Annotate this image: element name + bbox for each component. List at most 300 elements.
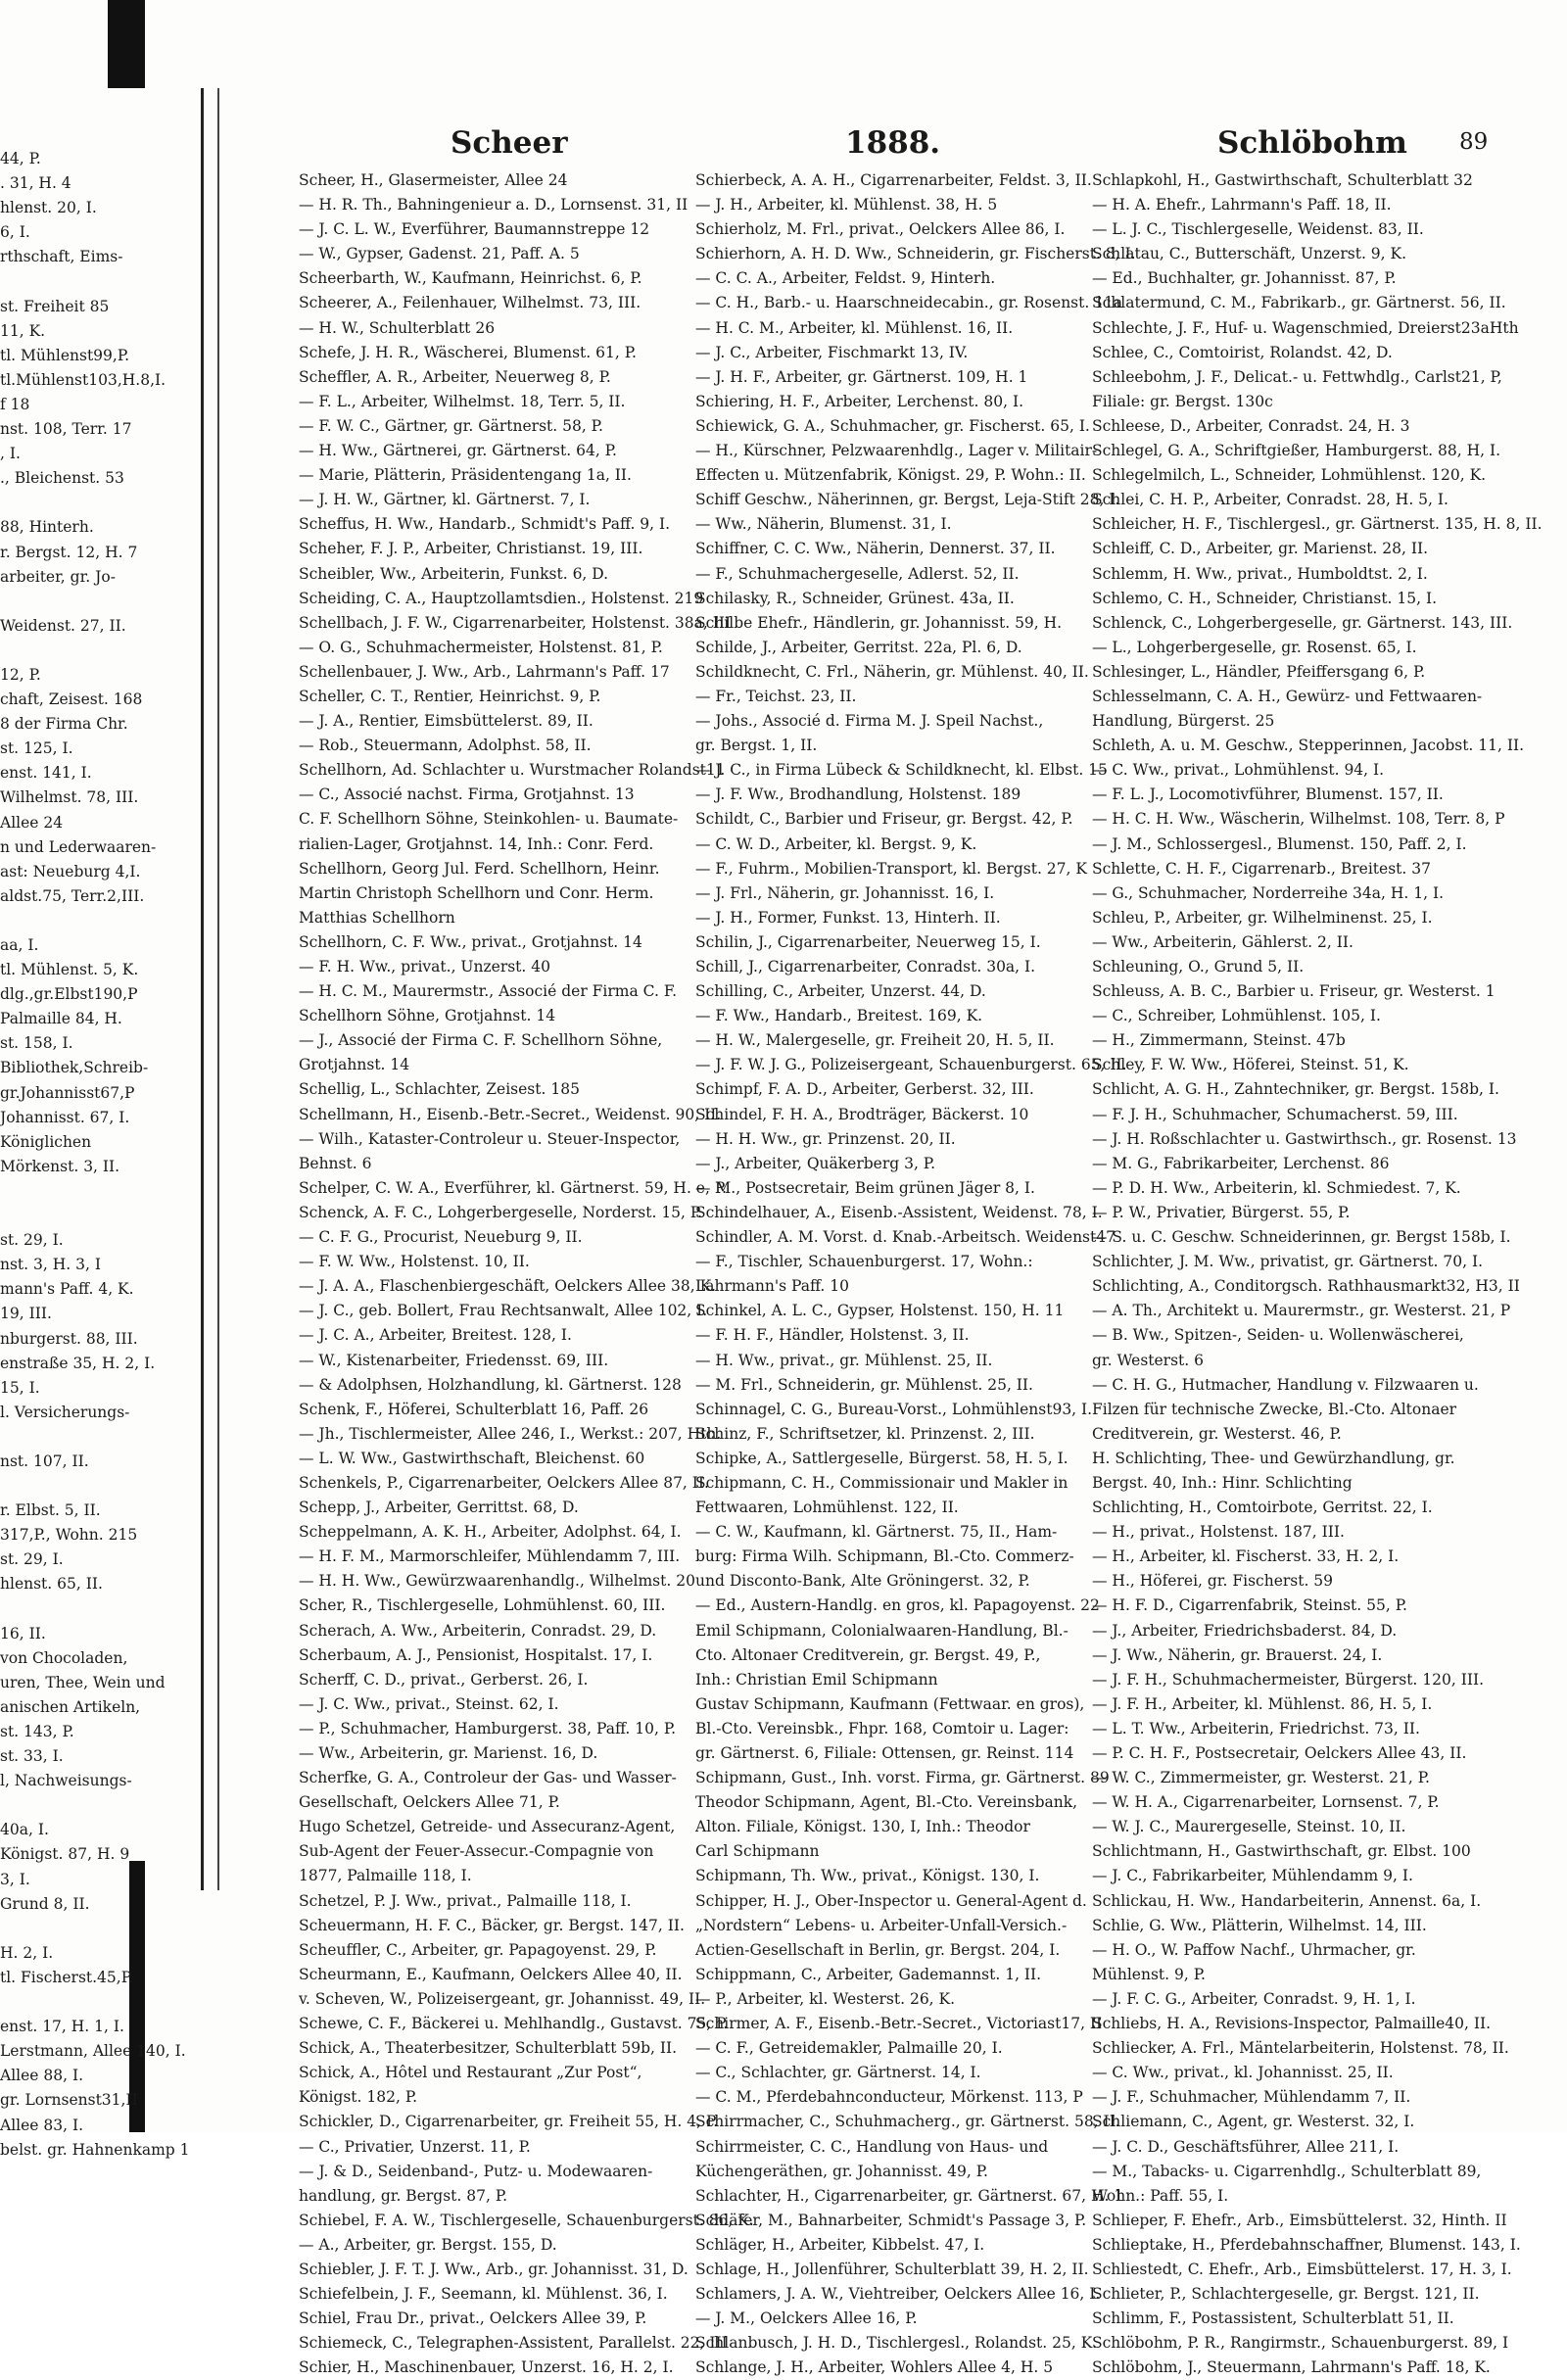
directory-entry-line: — J. H. Roßschlachter u. Gastwirthsch., gr. Rosenst. 13	[1092, 1129, 1517, 1148]
facing-page-line: r. Elbst. 5, II.	[0, 1501, 101, 1520]
facing-page-line: gr. Lornsenst31,II	[0, 2091, 138, 2110]
facing-page-line: enst. 17, H. 1, I.	[0, 2018, 124, 2036]
page-header	[299, 125, 1505, 165]
directory-entry-line: Schlichting, A., Conditorgsch. Rathhausmarkt32, H3, II	[1092, 1277, 1520, 1296]
directory-entry-line: Scheibler, Ww., Arbeiterin, Funkst. 6, D.	[299, 564, 609, 583]
directory-entry-line: Emil Schipmann, Colonialwaaren-Handlung, Bl.-	[695, 1621, 1068, 1640]
directory-entry-line: — W., Gypser, Gadenst. 21, Paff. A. 5	[299, 245, 580, 263]
directory-entry-line: — Fr., Teichst. 23, II.	[695, 687, 857, 705]
directory-entry-line: — C. F., Getreidemakler, Palmaille 20, I.	[695, 2039, 1003, 2058]
directory-entry-line: — L. J. C., Tischlergeselle, Weidenst. 83, II.	[1092, 220, 1424, 239]
directory-entry-line: — J. F. C. G., Arbeiter, Conradst. 9, H. 1, I.	[1092, 1989, 1416, 2008]
directory-entry-line: — W. H. A., Cigarrenarbeiter, Lornsenst. 7, P.	[1092, 1793, 1440, 1812]
directory-entry-line: Schellbach, J. F. W., Cigarrenarbeiter, Holstenst. 38a, III	[299, 613, 732, 632]
facing-page-line: 317,P., Wohn. 215	[0, 1526, 138, 1545]
facing-page-line: chaft, Zeisest. 168	[0, 690, 143, 709]
directory-entry-line: Inh.: Christian Emil Schipmann	[695, 1670, 938, 1689]
facing-page-line: enst. 141, I.	[0, 764, 92, 783]
directory-entry-line: — O. G., Schuhmachermeister, Holstenst. 81, P.	[299, 638, 663, 656]
facing-page-line: 19, III.	[0, 1305, 52, 1323]
directory-entry-line: Schilbe Ehefr., Händlerin, gr. Johannisst. 59, H.	[695, 613, 1063, 632]
directory-entry-line: Schippmann, C., Arbeiter, Gademannst. 1, II.	[695, 1965, 1042, 1983]
directory-entry-line: — H. A. Ehefr., Lahrmann's Paff. 18, II.	[1092, 196, 1392, 214]
directory-entry-line: Schiel, Frau Dr., privat., Oelckers Allee 39, P.	[299, 2309, 647, 2328]
directory-entry-line: — J. C., in Firma Lübeck & Schildknecht, kl. Elbst. 15	[695, 761, 1108, 780]
facing-page-line: st. Freiheit 85	[0, 297, 110, 315]
directory-entry-line: — J. H., Former, Funkst. 13, Hinterh. II.	[695, 908, 1001, 927]
directory-entry-line: Schier, H., Maschinenbauer, Unzerst. 16, H. 2, I.	[299, 2358, 674, 2377]
directory-entry-line: — P. D. H. Ww., Arbeiterin, kl. Schmiedest. 7, K.	[1092, 1178, 1461, 1197]
directory-entry-line: Schley, F. W. Ww., Höferei, Steinst. 51, K.	[1092, 1056, 1409, 1074]
directory-entry-line: Schinz, F., Schriftsetzer, kl. Prinzenst. 2, III.	[695, 1424, 1035, 1443]
directory-entry-line: Schlee, C., Comtoirist, Rolandst. 42, D.	[1092, 343, 1393, 361]
directory-entry-line: Schewe, C. F., Bäckerei u. Mehlhandlg., Gustavst. 75, P.	[299, 2015, 729, 2033]
facing-page-line: Johannisst. 67, I.	[0, 1108, 130, 1126]
facing-page-line: nst. 108, Terr. 17	[0, 420, 132, 439]
directory-entry-line: — C., Privatier, Unzerst. 11, P.	[299, 2137, 531, 2156]
facing-page-line: Bibliothek,Schreib-	[0, 1059, 149, 1077]
directory-entry-line: C. F. Schellhorn Söhne, Steinkohlen- u. Baumate-	[299, 810, 679, 829]
directory-entry-line: — H. O., W. Paffow Nachf., Uhrmacher, gr.	[1092, 1940, 1416, 1959]
directory-entry-line: — G., Schuhmacher, Norderreihe 34a, H. 1, I.	[1092, 883, 1445, 902]
directory-entry-line: Filiale: gr. Bergst. 130c	[1092, 392, 1273, 410]
directory-entry-line: Scheuermann, H. F. C., Bäcker, gr. Bergst. 147, II.	[299, 1916, 685, 1934]
facing-page-line: . 31, H. 4	[0, 174, 71, 193]
facing-page-line: 11, K.	[0, 321, 46, 340]
facing-page-line	[0, 1793, 196, 1818]
facing-page-line: 3, I.	[0, 1870, 30, 1888]
directory-entry-line: — W. C., Zimmermeister, gr. Westerst. 21, P.	[1092, 1769, 1430, 1787]
facing-page-line: tl. Mühlenst. 5, K.	[0, 961, 139, 979]
facing-page-line	[0, 1179, 196, 1204]
directory-entry-line: Schlatermund, C. M., Fabrikarb., gr. Gärtnerst. 56, II.	[1092, 294, 1506, 312]
facing-page-line	[0, 491, 196, 515]
directory-entry-line: — M. G., Fabrikarbeiter, Lerchenst. 86	[1092, 1154, 1390, 1172]
directory-entry-line: Schlöbohm, J., Steuermann, Lahrmann's Paff. 18, K.	[1092, 2358, 1491, 2377]
directory-entry-line: Küchengeräthen, gr. Johannisst. 49, P.	[695, 2162, 988, 2180]
directory-entry-line: Schlemo, C. H., Schneider, Christianst. 15, I.	[1092, 589, 1438, 607]
directory-entry-line: — W., Kistenarbeiter, Friedensst. 69, III.	[299, 1351, 609, 1369]
facing-page-line: 6, I.	[0, 223, 30, 242]
directory-entry-line: Cto. Altonaer Creditverein, gr. Bergst. 49, P.,	[695, 1645, 1041, 1664]
directory-entry-line: Schellhorn, C. F. Ww., privat., Grotjahnst. 14	[299, 932, 642, 951]
header-first-entry: Scheer	[451, 125, 568, 161]
directory-entry-line: Schierbeck, A. A. H., Cigarrenarbeiter, Feldst. 3, II.	[695, 171, 1092, 189]
directory-entry-line: — H. F. M., Marmorschleifer, Mühlendamm 7, III.	[299, 1547, 681, 1566]
directory-entry-line: — F., Tischler, Schauenburgerst. 17, Wohn.:	[695, 1253, 1033, 1271]
directory-entry-line: Schlapkohl, H., Gastwirthschaft, Schulterblatt 32	[1092, 171, 1473, 189]
directory-entry-line: Schellig, L., Schlachter, Zeisest. 185	[299, 1080, 580, 1099]
column-1	[299, 168, 754, 2380]
facing-page-line: ast: Neueburg 4,I.	[0, 862, 141, 881]
directory-entry-line: — J. M., Schlossergesl., Blumenst. 150, Paff. 2, I.	[1092, 834, 1467, 853]
directory-entry-line: Grotjahnst. 14	[299, 1056, 410, 1074]
directory-entry-line: Schenk, F., Höferei, Schulterblatt 16, Paff. 26	[299, 1400, 649, 1418]
facing-page-line: H. 2, I.	[0, 1943, 54, 1962]
directory-entry-line: Schimpf, F. A. D., Arbeiter, Gerberst. 32, III.	[695, 1080, 1034, 1099]
directory-entry-line: — H. H. Ww., gr. Prinzenst. 20, II.	[695, 1129, 956, 1148]
directory-entry-line: — J. C. D., Geschäftsführer, Allee 211, I.	[1092, 2137, 1400, 2156]
directory-entry-line: Scheurmann, E., Kaufmann, Oelckers Allee 40, II.	[299, 1965, 683, 1983]
directory-entry-line: Schilling, C., Arbeiter, Unzerst. 44, D.	[695, 982, 986, 1001]
directory-entry-line: Schindler, A. M. Vorst. d. Knab.-Arbeitsch. Weidenst47	[695, 1228, 1116, 1247]
facing-page-line: Lerstmann, Allee 140, I.	[0, 2042, 186, 2061]
directory-entry-line: Gustav Schipmann, Kaufmann (Fettwaar. en gros),	[695, 1694, 1085, 1713]
facing-page-line: r. Bergst. 12, H. 7	[0, 543, 138, 561]
directory-entry-line: — F. H. F., Händler, Holstenst. 3, II.	[695, 1326, 970, 1345]
directory-entry-line: Actien-Gesellschaft in Berlin, gr. Bergst. 204, I.	[695, 1940, 1061, 1959]
facing-page-line: st. 158, I.	[0, 1034, 73, 1053]
directory-entry-line: Wohn.: Paff. 55, I.	[1092, 2186, 1229, 2205]
directory-entry-line: — P. W., Privatier, Bürgerst. 55, P.	[1092, 1203, 1351, 1221]
facing-page-line	[0, 1425, 196, 1450]
directory-entry-line: Schilasky, R., Schneider, Grünest. 43a, II.	[695, 589, 1015, 607]
directory-entry-line: — J. M., Oelckers Allee 16, P.	[695, 2309, 918, 2328]
directory-entry-line: Schildt, C., Barbier und Friseur, gr. Bergst. 42, P.	[695, 810, 1073, 829]
directory-entry-line: — J., Associé der Firma C. F. Schellhorn Söhne,	[299, 1031, 663, 1050]
facing-page-line: 44, P.	[0, 150, 41, 167]
directory-entry-line: — H., Zimmermann, Steinst. 47b	[1092, 1031, 1346, 1050]
directory-entry-line: — Marie, Plätterin, Präsidentengang 1a, II.	[299, 466, 632, 485]
directory-entry-line: handlung, gr. Bergst. 87, P.	[299, 2186, 508, 2205]
facing-page-line: nburgerst. 88, III.	[0, 1329, 138, 1348]
facing-page-line: st. 29, I.	[0, 1231, 64, 1250]
facing-page-line: l. Versicherungs-	[0, 1403, 130, 1421]
directory-entry-line: — J. F. W. J. G., Polizeisergeant, Schauenburgerst. 65, II.	[695, 1056, 1127, 1074]
facing-page-line: st. 33, I.	[0, 1747, 64, 1766]
directory-entry-line: — F. W. Ww., Holstenst. 10, II.	[299, 1253, 530, 1271]
directory-entry-line: — H., Arbeiter, kl. Fischerst. 33, H. 2, I.	[1092, 1547, 1400, 1566]
facing-page-line: hlenst. 65, II.	[0, 1575, 103, 1594]
directory-entry-line: Schlette, C. H. F., Cigarrenarb., Breitest. 37	[1092, 859, 1431, 878]
directory-entry-line: Schellenbauer, J. Ww., Arb., Lahrmann's Paff. 17	[299, 662, 670, 681]
directory-entry-line: Schlei, C. H. P., Arbeiter, Conradst. 28, H. 5, I.	[1092, 491, 1448, 509]
directory-entry-line: — H. Ww., Gärtnerei, gr. Gärtnerst. 64, P.	[299, 442, 617, 460]
directory-entry-line: — J. Ww., Näherin, gr. Brauerst. 24, I.	[1092, 1645, 1383, 1664]
directory-entry-line: Schipper, H. J., Ober-Inspector u. General-Agent d.	[695, 1891, 1087, 1910]
directory-entry-line: Bergst. 40, Inh.: Hinr. Schlichting	[1092, 1473, 1353, 1492]
facing-page-line: rthschaft, Eims-	[0, 248, 123, 266]
directory-entry-line: — C. W. D., Arbeiter, kl. Bergst. 9, K.	[695, 834, 977, 853]
directory-entry-line: Schiebler, J. F. T. J. Ww., Arb., gr. Johannisst. 31, D.	[299, 2260, 689, 2278]
directory-entry-line: Scherff, C. D., privat., Gerberst. 26, I.	[299, 1670, 589, 1689]
facing-page-line	[0, 909, 196, 933]
facing-page-line	[0, 1917, 196, 1941]
directory-entry-line: Schinnagel, C. G., Bureau-Vorst., Lohmühlenst93, I.	[695, 1400, 1093, 1418]
facing-page-line: tl. Mühlenst99,P.	[0, 346, 130, 364]
directory-entry-line: Schlicht, A. G. H., Zahntechniker, gr. Bergst. 158b, I.	[1092, 1080, 1499, 1099]
directory-entry-line: — Johs., Associé d. Firma M. J. Speil Nachst.,	[695, 712, 1044, 731]
directory-entry-line: — P. C. H. F., Postsecretair, Oelckers Allee 43, II.	[1092, 1744, 1467, 1762]
directory-entry-line: Schilde, J., Arbeiter, Gerritst. 22a, Pl. 6, D.	[695, 638, 1022, 656]
directory-entry-line: Schlegel, G. A., Schriftgießer, Hamburgerst. 88, H, I.	[1092, 442, 1501, 460]
directory-entry-line: — J. C. A., Arbeiter, Breitest. 128, I.	[299, 1326, 572, 1345]
directory-entry-line: — H. R. Th., Bahningenieur a. D., Lornsenst. 31, II	[299, 196, 689, 214]
facing-page-line: anischen Artikeln,	[0, 1697, 141, 1716]
directory-entry-line: — C. Ww., privat., kl. Johannisst. 25, II.	[1092, 2064, 1394, 2082]
directory-entry-line: — C. F. G., Procurist, Neueburg 9, II.	[299, 1228, 583, 1247]
directory-entry-line: Schlamers, J. A. W., Viehtreiber, Oelckers Allee 16, I.	[695, 2285, 1101, 2304]
directory-entry-line: — J. C. Ww., privat., Steinst. 62, I.	[299, 1694, 559, 1713]
directory-entry-line: Schiemeck, C., Telegraphen-Assistent, Parallelst. 22, III	[299, 2334, 728, 2353]
directory-entry-line: — P., Schuhmacher, Hamburgerst. 38, Paff. 10, P.	[299, 1719, 677, 1737]
directory-entry-line: — J. H. F., Arbeiter, gr. Gärtnerst. 109, H. 1	[695, 367, 1028, 386]
directory-entry-line: rialien-Lager, Grotjahnst. 14, Inh.: Conr. Ferd.	[299, 834, 654, 853]
directory-entry-line: — F. H. Ww., privat., Unzerst. 40	[299, 958, 550, 976]
directory-entry-line: — M., Tabacks- u. Cigarrenhdlg., Schulterblatt 89,	[1092, 2162, 1482, 2180]
directory-entry-line: Schick, A., Theaterbesitzer, Schulterblatt 59b, II.	[299, 2039, 678, 2058]
directory-entry-line: Schlimm, F., Postassistent, Schulterblatt 51, II.	[1092, 2309, 1454, 2328]
facing-page-line: Wilhelmst. 78, III.	[0, 788, 139, 807]
directory-entry-line: Hugo Schetzel, Getreide- und Assecuranz-Agent,	[299, 1818, 676, 1836]
directory-entry-line: Schetzel, P. J. Ww., privat., Palmaille 118, I.	[299, 1891, 632, 1910]
facing-page-line: Palmaille 84, H.	[0, 1010, 122, 1028]
directory-entry-line: H. Schlichting, Thee- und Gewürzhandlung, gr.	[1092, 1449, 1455, 1467]
directory-entry-line: — H. C. M., Maurermstr., Associé der Firma C. F.	[299, 982, 678, 1001]
directory-entry-line: Schlesinger, L., Händler, Pfeiffersgang 6, P.	[1092, 662, 1426, 681]
directory-entry-line: — H. W., Malergeselle, gr. Freiheit 20, H. 5, II.	[695, 1031, 1055, 1050]
facing-page-line: st. 29, I.	[0, 1550, 64, 1569]
directory-entry-line: gr. Gärtnerst. 6, Filiale: Ottensen, gr. Reinst. 114	[695, 1744, 1074, 1762]
facing-page-line: 88, Hinterh.	[0, 518, 94, 537]
directory-entry-line: — C., Associé nachst. Firma, Grotjahnst. 13	[299, 785, 635, 804]
directory-entry-line: Schelper, C. W. A., Everführer, kl. Gärtnerst. 59, H. e, P.	[299, 1178, 728, 1197]
directory-entry-line: Schiebel, F. A. W., Tischlergeselle, Schauenburgerst. 86, K.	[299, 2211, 754, 2229]
facing-page-line: 8 der Firma Chr.	[0, 715, 128, 734]
directory-entry-line: Scheerbarth, W., Kaufmann, Heinrichst. 6, P.	[299, 269, 642, 288]
facing-page-line	[0, 1204, 196, 1228]
directory-entry-line: Schlatau, C., Butterschäft, Unzerst. 9, K.	[1092, 245, 1407, 263]
directory-entry-line: Schefe, J. H. R., Wäscherei, Blumenst. 61, P.	[299, 343, 637, 361]
facing-page-line: mann's Paff. 4, K.	[0, 1280, 134, 1299]
directory-entry-line: — & Adolphsen, Holzhandlung, kl. Gärtnerst. 128	[299, 1375, 682, 1394]
directory-entry-line: Lahrmann's Paff. 10	[695, 1277, 849, 1296]
facing-page-fragments	[0, 147, 196, 2159]
directory-entry-line: — J., Arbeiter, Friedrichsbaderst. 84, D.	[1092, 1621, 1398, 1640]
directory-entry-line: Schirrmeister, C. C., Handlung von Haus- und	[695, 2137, 1049, 2156]
directory-entry-line: Schlemm, H. Ww., privat., Humboldtst. 2, I.	[1092, 564, 1428, 583]
directory-entry-line: — C., Schlachter, gr. Gärtnerst. 14, I.	[695, 2064, 981, 2082]
directory-entry-line: — C. H. G., Hutmacher, Handlung v. Filzwaaren u.	[1092, 1375, 1479, 1394]
directory-entry-line: Theodor Schipmann, Agent, Bl.-Cto. Vereinsbank,	[695, 1793, 1078, 1812]
directory-entry-line: „Nordstern“ Lebens- u. Arbeiter-Unfall-Versich.-	[695, 1916, 1068, 1934]
directory-entry-line: Schleebohm, J. F., Delicat.- u. Fettwhdlg., Carlst21, P,	[1092, 367, 1502, 386]
directory-entry-line: und Disconto-Bank, Alte Gröningerst. 32, P.	[695, 1572, 1030, 1591]
facing-page-line: Allee 24	[0, 813, 64, 832]
facing-page-line: Allee 83, I.	[0, 2116, 84, 2134]
facing-page-line	[0, 269, 196, 294]
facing-page-line: dlg.,gr.Elbst190,P	[0, 985, 138, 1004]
directory-entry-line: — J. F., Schuhmacher, Mühlendamm 7, II.	[1092, 2088, 1411, 2107]
directory-entry-line: Creditverein, gr. Westerst. 46, P.	[1092, 1424, 1342, 1443]
directory-entry-line: — Jh., Tischlermeister, Allee 246, I., Werkst.: 207, Hth.	[299, 1424, 722, 1443]
directory-entry-line: Schierhorn, A. H. D. Ww., Schneiderin, gr. Fischerst. 8, I.	[695, 245, 1136, 263]
directory-entry-line: — J. F. H., Arbeiter, kl. Mühlenst. 86, H. 5, I.	[1092, 1694, 1433, 1713]
facing-page-line: n und Lederwaaren-	[0, 837, 157, 856]
directory-entry-line: — F. J. H., Schuhmacher, Schumacherst. 59, III.	[1092, 1105, 1458, 1123]
directory-entry-line: Scheffler, A. R., Arbeiter, Neuerweg 8, P.	[299, 367, 611, 386]
directory-entry-line: — J. H. W., Gärtner, kl. Gärtnerst. 7, I.	[299, 491, 591, 509]
directory-entry-line: Sub-Agent der Feuer-Assecur.-Compagnie von	[299, 1842, 654, 1861]
directory-entry-line: Scheher, F. J. P., Arbeiter, Christianst. 19, III.	[299, 540, 643, 558]
directory-entry-line: Schirrmacher, C., Schuhmacherg., gr. Gärtnerst. 58, II.	[695, 2113, 1120, 2131]
directory-entry-line: Scheuffler, C., Arbeiter, gr. Papagoyenst. 29, P.	[299, 1940, 657, 1959]
directory-entry-line: Schellhorn, Ad. Schlachter u. Wurstmacher Rolandst11	[299, 761, 726, 780]
directory-entry-line: — C. H., Barb.- u. Haarschneidecabin., gr. Rosenst. 11a	[695, 294, 1123, 312]
directory-entry-line: — H. C. H. Ww., Wäscherin, Wilhelmst. 108, Terr. 8, P	[1092, 810, 1505, 829]
directory-entry-line: — C. M., Pferdebahnconducteur, Mörkenst. 113, P	[695, 2088, 1083, 2107]
directory-entry-line: Schlichting, H., Comtoirbote, Gerritst. 22, I.	[1092, 1499, 1433, 1517]
directory-entry-line: — Ww., Arbeiterin, gr. Marienst. 16, D.	[299, 1744, 598, 1762]
binding-shadow-top	[108, 0, 145, 88]
directory-entry-line: Schlenck, C., Lohgerbergeselle, gr. Gärtnerst. 143, III.	[1092, 613, 1513, 632]
directory-entry-line: Schierholz, M. Frl., privat., Oelckers Allee 86, I.	[695, 220, 1066, 239]
directory-entry-line: Scherach, A. Ww., Arbeiterin, Conradst. 29, D.	[299, 1621, 657, 1640]
directory-entry-line: — P., Arbeiter, kl. Westerst. 26, K.	[695, 1989, 956, 2008]
directory-entry-line: Schleth, A. u. M. Geschw., Stepperinnen, Jacobst. 11, II.	[1092, 737, 1525, 755]
directory-entry-line: Schlieper, F. Ehefr., Arb., Eimsbüttelerst. 32, Hinth. II	[1092, 2211, 1507, 2229]
page-gutter-inner	[217, 88, 219, 1890]
facing-page-line	[0, 1597, 196, 1622]
directory-entry-line: Schlie, G. Ww., Plätterin, Wilhelmst. 14, III.	[1092, 1916, 1427, 1934]
directory-entry-line: Schlickau, H. Ww., Handarbeiterin, Annenst. 6a, I.	[1092, 1891, 1482, 1910]
facing-page-line: nst. 3, H. 3, I	[0, 1256, 101, 1274]
facing-page-line: belst. gr. Hahnenkamp 1	[0, 2140, 190, 2159]
directory-entry-line: — F., Schuhmachergeselle, Adlerst. 52, II.	[695, 564, 1020, 583]
facing-page-line	[0, 1474, 196, 1499]
header-year: 1888.	[845, 125, 941, 161]
directory-entry-line: Mühlenst. 9, P.	[1092, 1965, 1206, 1983]
directory-entry-line: Schleu, P., Arbeiter, gr. Wilhelminenst. 25, I.	[1092, 908, 1433, 927]
directory-entry-line: gr. Bergst. 1, II.	[695, 737, 818, 755]
directory-entry-line: Schenkels, P., Cigarrenarbeiter, Oelckers Allee 87, II.	[299, 1473, 709, 1492]
facing-page-line: st. 143, P.	[0, 1723, 74, 1740]
directory-entry-line: Schlegelmilch, L., Schneider, Lohmühlenst. 120, K.	[1092, 466, 1487, 485]
facing-page-line: l, Nachweisungs-	[0, 1772, 132, 1790]
facing-page-line: 12, P.	[0, 665, 41, 684]
facing-page-line: st. 125, I.	[0, 739, 73, 758]
directory-entry-line: Schiefelbein, J. F., Seemann, kl. Mühlenst. 36, I.	[299, 2285, 668, 2304]
directory-entry-line: Schlage, H., Jollenführer, Schulterblatt 39, H. 2, II.	[695, 2260, 1089, 2278]
page-number: 89	[1459, 129, 1489, 155]
directory-entry-line: Schliebs, H. A., Revisions-Inspector, Palmaille40, II.	[1092, 2015, 1492, 2033]
directory-entry-line: — C., Schreiber, Lohmühlenst. 105, I.	[1092, 1007, 1381, 1025]
facing-page-line: Mörkenst. 3, II.	[0, 1157, 120, 1175]
directory-entry-line: — B. Ww., Spitzen-, Seiden- u. Wollenwäscherei,	[1092, 1326, 1464, 1345]
directory-entry-line: Martin Christoph Schellhorn und Conr. Herm.	[299, 883, 654, 902]
directory-entry-line: Schipmann, Th. Ww., privat., Königst. 130, I.	[695, 1867, 1040, 1885]
directory-entry-line: Scheppelmann, A. K. H., Arbeiter, Adolphst. 64, I.	[299, 1523, 682, 1542]
directory-entry-line: Schleicher, H. F., Tischlergesl., gr. Gärtnerst. 135, H. 8, II.	[1092, 515, 1543, 534]
directory-entry-line: — J. F. H., Schuhmachermeister, Bürgerst. 120, III.	[1092, 1670, 1485, 1689]
directory-entry-line: — L., Lohgerbergeselle, gr. Rosenst. 65, I.	[1092, 638, 1417, 656]
directory-entry-line: Schellhorn Söhne, Grotjahnst. 14	[299, 1007, 556, 1025]
facing-page-line: nst. 107, II.	[0, 1452, 89, 1470]
directory-entry-line: — M., Postsecretair, Beim grünen Jäger 8, I.	[695, 1178, 1035, 1197]
directory-entry-line: Matthias Schellhorn	[299, 908, 455, 927]
directory-entry-line: Behnst. 6	[299, 1154, 372, 1172]
directory-entry-line: — Ed., Austern-Handlg. en gros, kl. Papagoyenst. 22	[695, 1596, 1100, 1615]
directory-entry-line: Fettwaaren, Lohmühlenst. 122, II.	[695, 1499, 959, 1517]
directory-entry-line: — H., Kürschner, Pelzwaarenhdlg., Lager v. Militair-	[695, 442, 1098, 460]
directory-entry-line: 1877, Palmaille 118, I.	[299, 1867, 472, 1885]
directory-entry-line: Schildknecht, C. Frl., Näherin, gr. Mühlenst. 40, II.	[695, 662, 1089, 681]
directory-entry-line: Scherfke, G. A., Controleur der Gas- und Wasser-	[299, 1769, 677, 1787]
directory-entry-line: Alton. Filiale, Königst. 130, I, Inh.: Theodor	[695, 1818, 1030, 1836]
directory-entry-line: Schlachter, H., Cigarrenarbeiter, gr. Gärtnerst. 67, H. 1	[695, 2186, 1124, 2205]
facing-page-line: Königlichen	[0, 1132, 92, 1151]
directory-entry-line: Schlechte, J. F., Huf- u. Wagenschmied, Dreierst23aHth	[1092, 318, 1519, 337]
directory-entry-line: Schipmann, C. H., Commissionair und Makler in	[695, 1473, 1068, 1492]
directory-entry-line: — H. W., Schulterblatt 26	[299, 318, 496, 337]
facing-page-line: , I.	[0, 445, 21, 463]
directory-entry-line: — L. W. Ww., Gastwirthschaft, Bleichenst. 60	[299, 1449, 645, 1467]
directory-entry-line: — L. T. Ww., Arbeiterin, Friedrichst. 73, II.	[1092, 1719, 1420, 1737]
facing-page-line: gr.Johannisst67,P	[0, 1083, 135, 1102]
directory-entry-line: Schleese, D., Arbeiter, Conradst. 24, H. 3	[1092, 416, 1410, 435]
directory-entry-line: Schlesselmann, C. A. H., Gewürz- und Fettwaaren-	[1092, 687, 1483, 705]
directory-entry-line: Schläfer, M., Bahnarbeiter, Schmidt's Passage 3, P.	[695, 2211, 1087, 2229]
directory-entry-line: — J. A., Rentier, Eimsbüttelerst. 89, II.	[299, 712, 594, 731]
directory-entry-line: Schenck, A. F. C., Lohgerbergeselle, Norderst. 15, P.	[299, 1203, 703, 1221]
facing-page-line: Königst. 87, H. 9	[0, 1845, 130, 1864]
facing-page-line: arbeiter, gr. Jo-	[0, 567, 116, 586]
directory-entry-line: Schlieptake, H., Pferdebahnschaffner, Blumenst. 143, I.	[1092, 2235, 1521, 2254]
directory-entry-line: — J., Arbeiter, Quäkerberg 3, P.	[695, 1154, 936, 1172]
directory-entry-line: Schliecker, A. Frl., Mäntelarbeiterin, Holstenst. 78, II.	[1092, 2039, 1509, 2058]
facing-page-line	[0, 639, 196, 663]
directory-entry-line: — M. Frl., Schneiderin, gr. Mühlenst. 25, II.	[695, 1375, 1033, 1394]
directory-entry-line: Schipmann, Gust., Inh. vorst. Firma, gr. Gärtnerst. 89	[695, 1769, 1110, 1787]
directory-entry-line: Schiewick, G. A., Schuhmacher, gr. Fischerst. 65, I.	[695, 416, 1090, 435]
directory-entry-line: — H. H. Ww., Gewürzwaarenhandlg., Wilhelmst. 20	[299, 1572, 695, 1591]
directory-entry-line: — C. Ww., privat., Lohmühlenst. 94, I.	[1092, 761, 1385, 780]
directory-entry-line: Schinkel, A. L. C., Gypser, Holstenst. 150, H. 11	[695, 1302, 1065, 1320]
directory-entry-line: Schickler, D., Cigarrenarbeiter, gr. Freiheit 55, H. 4, P.	[299, 2113, 719, 2131]
directory-entry-line: — J. Frl., Näherin, gr. Johannisst. 16, I.	[695, 883, 995, 902]
directory-entry-line: gr. Westerst. 6	[1092, 1351, 1204, 1369]
directory-entry-line: Schleiff, C. D., Arbeiter, gr. Marienst. 28, II.	[1092, 540, 1429, 558]
directory-entry-line: Handlung, Bürgerst. 25	[1092, 712, 1275, 731]
directory-entry-line: Scheiding, C. A., Hauptzollamtsdien., Holstenst. 219	[299, 589, 704, 607]
directory-entry-line: — H., Höferei, gr. Fischerst. 59	[1092, 1572, 1334, 1591]
directory-entry-line: — A., Arbeiter, gr. Bergst. 155, D.	[299, 2235, 557, 2254]
directory-entry-line: — Rob., Steuermann, Adolphst. 58, II.	[299, 737, 592, 755]
directory-entry-line: — C. W., Kaufmann, kl. Gärtnerst. 75, II., Ham-	[695, 1523, 1058, 1542]
directory-entry-line: — F., Fuhrm., Mobilien-Transport, kl. Bergst. 27, K	[695, 859, 1087, 878]
directory-entry-line: — J. H., Arbeiter, kl. Mühlenst. 38, H. 5	[695, 196, 998, 214]
directory-entry-line: Schirmer, A. F., Eisenb.-Betr.-Secret., Victoriast17, II	[695, 2015, 1103, 2033]
directory-entry-line: — H., privat., Holstenst. 187, III.	[1092, 1523, 1345, 1542]
directory-entry-line: — Wilh., Kataster-Controleur u. Steuer-Inspector,	[299, 1129, 681, 1148]
directory-entry-line: — S. u. C. Geschw. Schneiderinnen, gr. Bergst 158b, I.	[1092, 1228, 1511, 1247]
directory-entry-line: — J. C., Arbeiter, Fischmarkt 13, IV.	[695, 343, 969, 361]
directory-entry-line: Schläger, H., Arbeiter, Kibbelst. 47, I.	[695, 2235, 985, 2254]
directory-entry-line: Scheller, C. T., Rentier, Heinrichst. 9, P.	[299, 687, 601, 705]
directory-entry-line: — H. C. M., Arbeiter, kl. Mühlenst. 16, II.	[695, 318, 1014, 337]
directory-entry-line: Schellmann, H., Eisenb.-Betr.-Secret., Weidenst. 90, II.	[299, 1105, 722, 1123]
directory-entry-line: Carl Schipmann	[695, 1842, 820, 1861]
directory-entry-line: Scheer, H., Glasermeister, Allee 24	[299, 171, 568, 189]
directory-entry-line: — A. Th., Architekt u. Maurermstr., gr. Westerst. 21, P	[1092, 1302, 1511, 1320]
directory-entry-line: Schepp, J., Arbeiter, Gerrittst. 68, D.	[299, 1499, 579, 1517]
directory-entry-line: Schindel, F. H. A., Brodträger, Bäckerst. 10	[695, 1105, 1029, 1123]
directory-entry-line: Bl.-Cto. Vereinsbk., Fhpr. 168, Comtoir u. Lager:	[695, 1719, 1069, 1737]
facing-page-line: 16, II.	[0, 1624, 46, 1642]
header-last-entry: Schlöbohm	[1217, 125, 1407, 161]
directory-entry-line: v. Scheven, W., Polizeisergeant, gr. Johannisst. 49, II.	[299, 1989, 706, 2008]
directory-entry-line: Schlange, J. H., Arbeiter, Wohlers Allee 4, H. 5	[695, 2358, 1054, 2377]
